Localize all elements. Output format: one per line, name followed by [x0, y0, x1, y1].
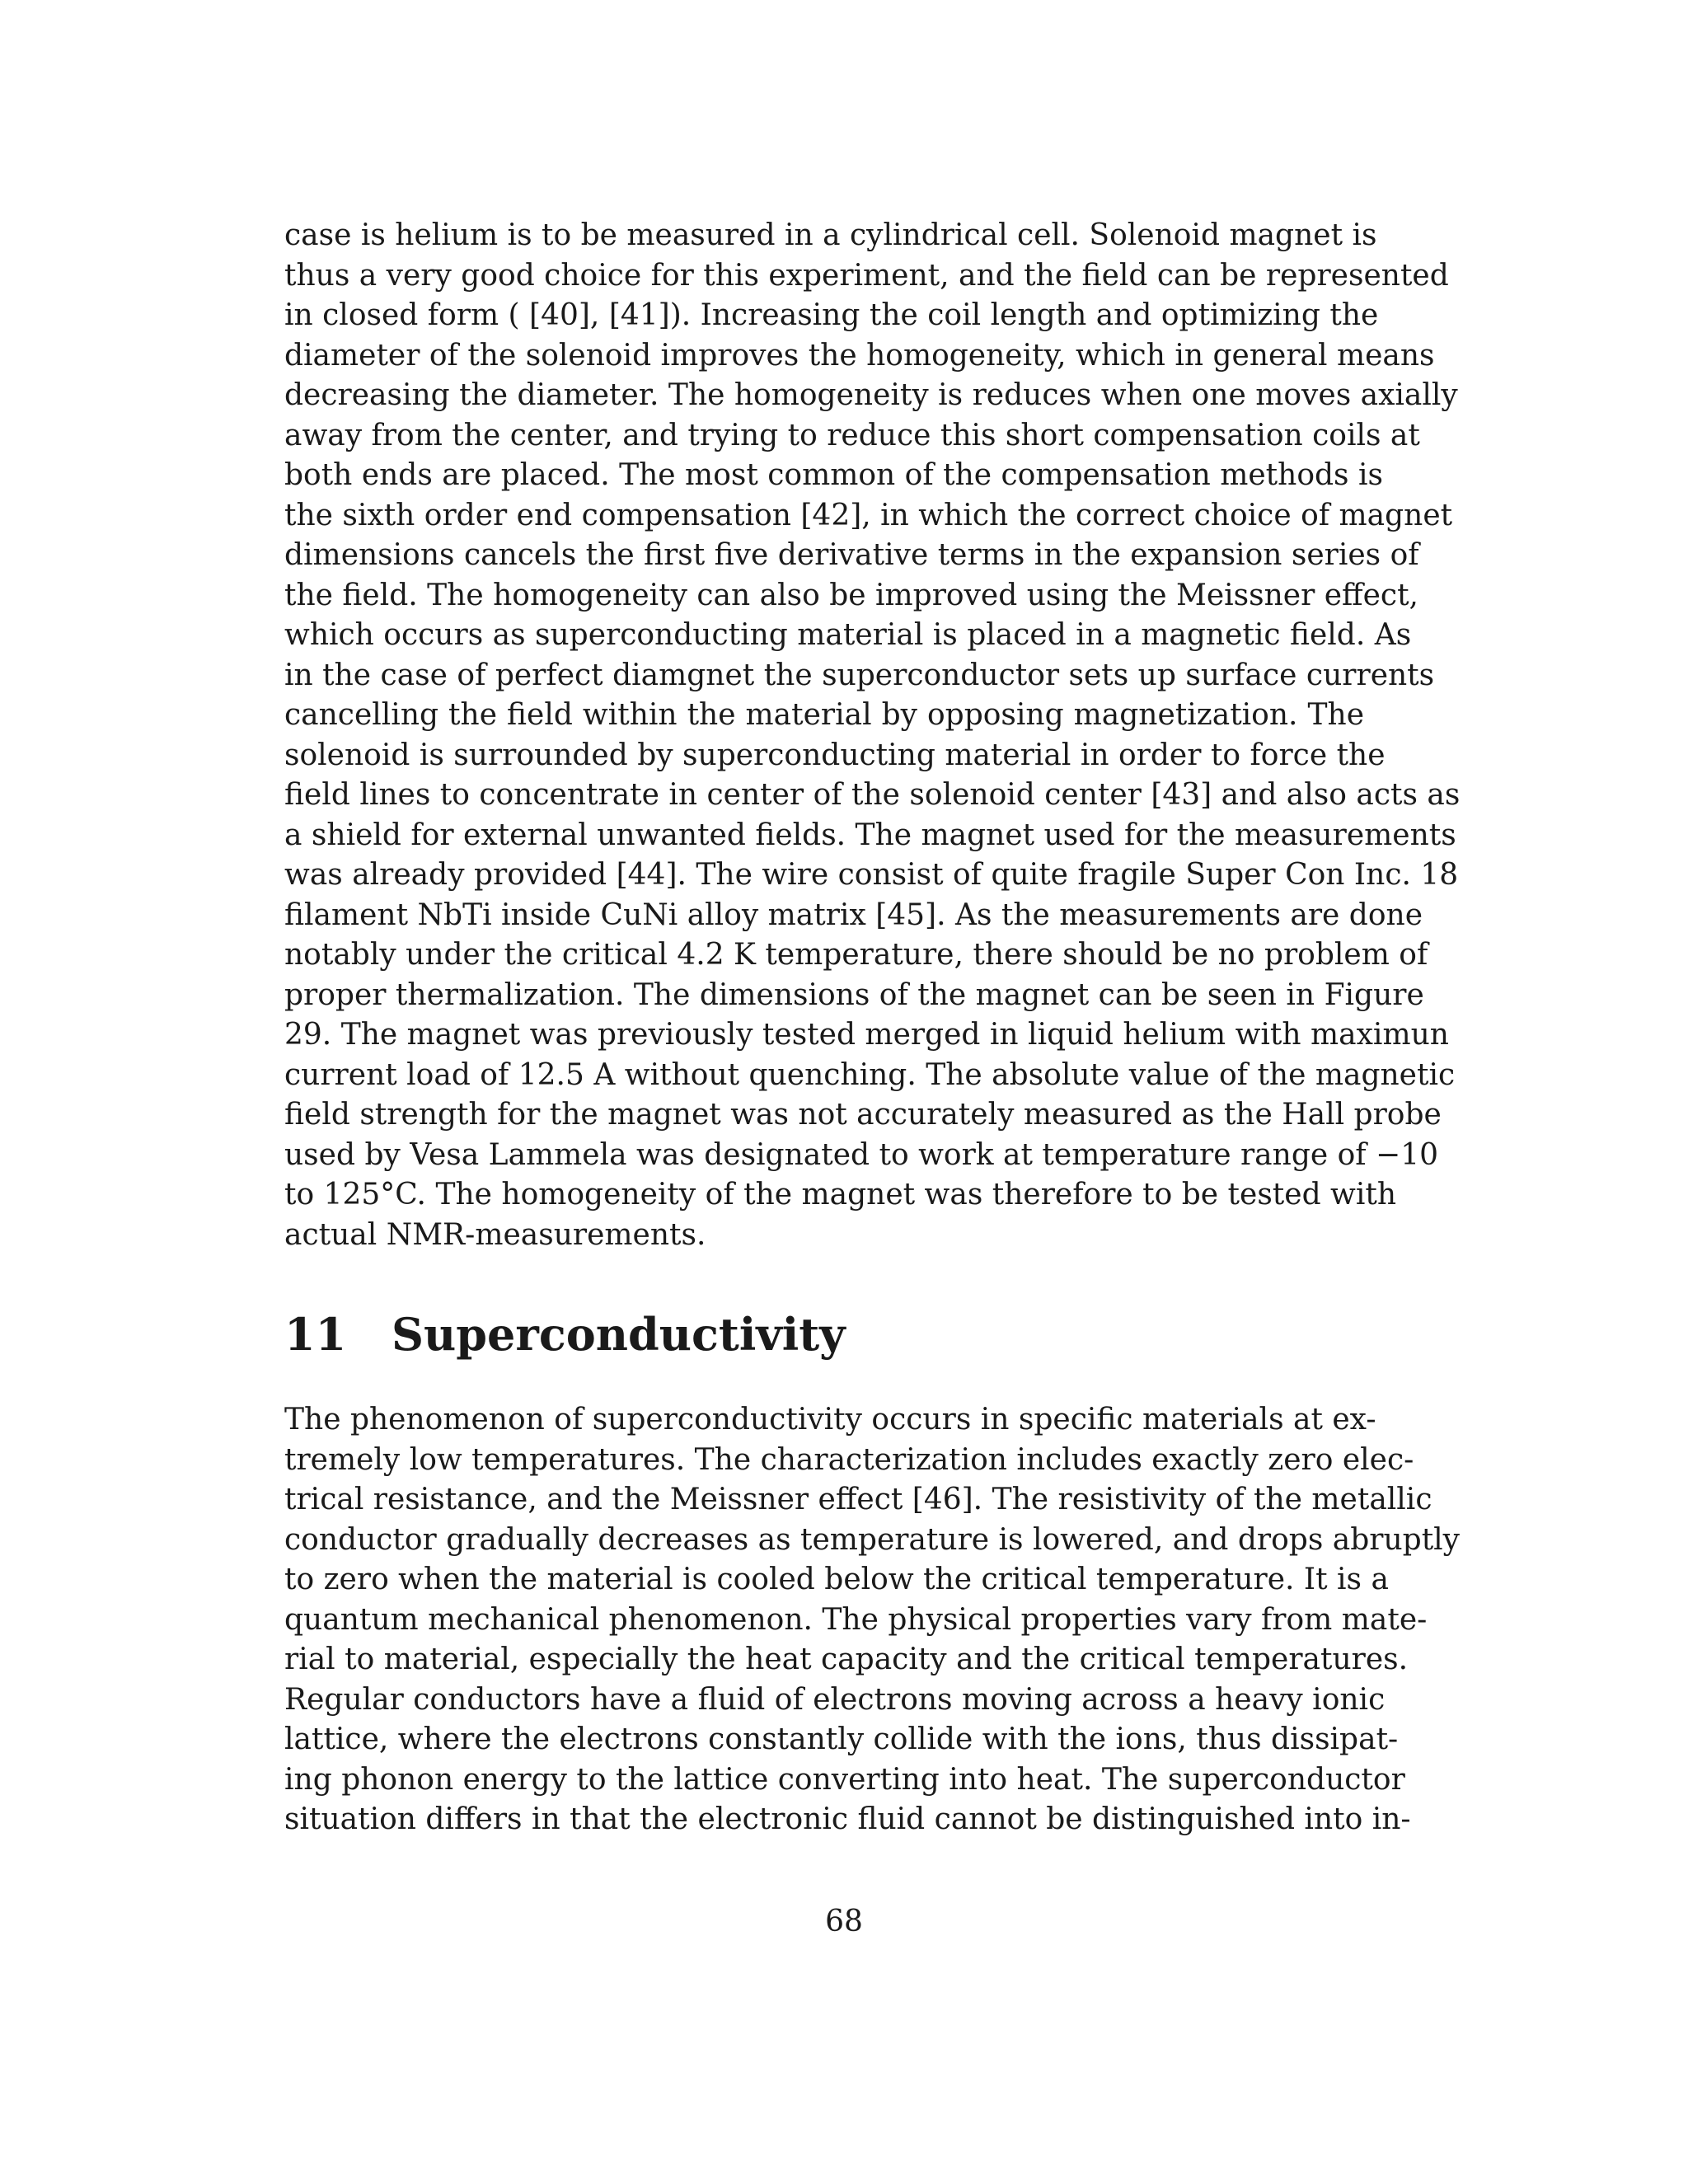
page-body — [284, 216, 1461, 1840]
page-number: 68 — [825, 1905, 863, 1938]
text-line: field lines to concentrate in center of the solenoid center [43] and also acts as — [284, 778, 1461, 812]
text-line: was already provided [44]. The wire consist of quite fragile Super Con Inc. 18 — [284, 858, 1459, 892]
text-line: filament NbTi inside CuNi alloy matrix [45]. As the measurements are done — [284, 898, 1423, 932]
text-line: The phenomenon of superconductivity occurs in specific materials at ex- — [284, 1403, 1376, 1436]
paragraph-magnet-description — [284, 216, 1461, 1255]
text-line: trical resistance, and the Meissner effect [46]. The resistivity of the metallic — [284, 1483, 1432, 1516]
text-line: notably under the critical 4.2 K temperature, there should be no problem of — [284, 938, 1428, 972]
text-line: field strength for the magnet was not accurately measured as the Hall probe — [284, 1098, 1442, 1132]
text-line: both ends are placed. The most common of the compensation methods is — [284, 458, 1383, 492]
text-line: cancelling the field within the material by opposing magnetization. The — [284, 698, 1364, 732]
text-line: conductor gradually decreases as temperature is lowered, and drops abruptly — [284, 1522, 1461, 1557]
text-line: in the case of perfect diamgnet the superconductor sets up surface currents — [284, 658, 1435, 692]
text-line: lattice, where the electrons constantly collide with the ions, thus dissipat- — [284, 1722, 1399, 1756]
text-line: tremely low temperatures. The characterization includes exactly zero elec- — [284, 1442, 1414, 1477]
text-line: thus a very good choice for this experiment, and the field can be represented — [284, 258, 1449, 293]
text-line: the sixth order end compensation [42], in which the correct choice of magnet — [284, 498, 1453, 532]
text-line: Regular conductors have a fluid of electrons moving across a heavy ionic — [284, 1682, 1386, 1717]
text-line: ing phonon energy to the lattice converting into heat. The superconductor — [284, 1762, 1405, 1797]
text-line: proper thermalization. The dimensions of the magnet can be seen in Figure — [284, 977, 1424, 1012]
text-line: current load of 12.5 A without quenching. The absolute value of the magnetic — [284, 1057, 1456, 1092]
text-line: solenoid is surrounded by superconducting material in order to force the — [284, 738, 1386, 772]
text-line: used by Vesa Lammela was designated to work at temperature range of −10 — [284, 1137, 1439, 1172]
text-line: away from the center, and trying to reduce this short compensation coils at — [284, 418, 1420, 452]
section-title: Superconductivity — [392, 1308, 846, 1361]
text-line: to 125°C. The homogeneity of the magnet was therefore to be tested with — [284, 1178, 1397, 1212]
text-line: situation differs in that the electronic fluid cannot be distinguished into in- — [284, 1802, 1411, 1836]
text-line: the field. The homogeneity can also be improved using the Meissner effect, — [284, 578, 1418, 612]
text-line: decreasing the diameter. The homogeneity is reduces when one moves axially — [284, 378, 1458, 412]
text-line: which occurs as superconducting material is placed in a magnetic field. As — [284, 618, 1412, 652]
text-line: a shield for external unwanted fields. The magnet used for the measurements — [284, 818, 1456, 852]
text-line: case is helium is to be measured in a cylindrical cell. Solenoid magnet is — [284, 218, 1377, 252]
text-line: in closed form ( [40], [41]). Increasing the coil length and optimizing the — [284, 298, 1379, 332]
text-line: actual NMR-measurements. — [284, 1217, 706, 1252]
section-heading — [284, 1308, 1364, 1361]
text-line: dimensions cancels the first five derivative terms in the expansion series of — [284, 538, 1419, 572]
paragraph-superconductivity-intro — [284, 1400, 1461, 1840]
text-line: 29. The magnet was previously tested merged in liquid helium with maximun — [284, 1018, 1449, 1052]
text-line: diameter of the solenoid improves the homogeneity, which in general means — [284, 338, 1435, 373]
text-line: quantum mechanical phenomenon. The physical properties vary from mate- — [284, 1602, 1428, 1637]
text-line: to zero when the material is cooled below the critical temperature. It is a — [284, 1563, 1389, 1596]
section-number: 11 — [284, 1308, 347, 1361]
text-line: rial to material, especially the heat capacity and the critical temperatures. — [284, 1643, 1409, 1676]
